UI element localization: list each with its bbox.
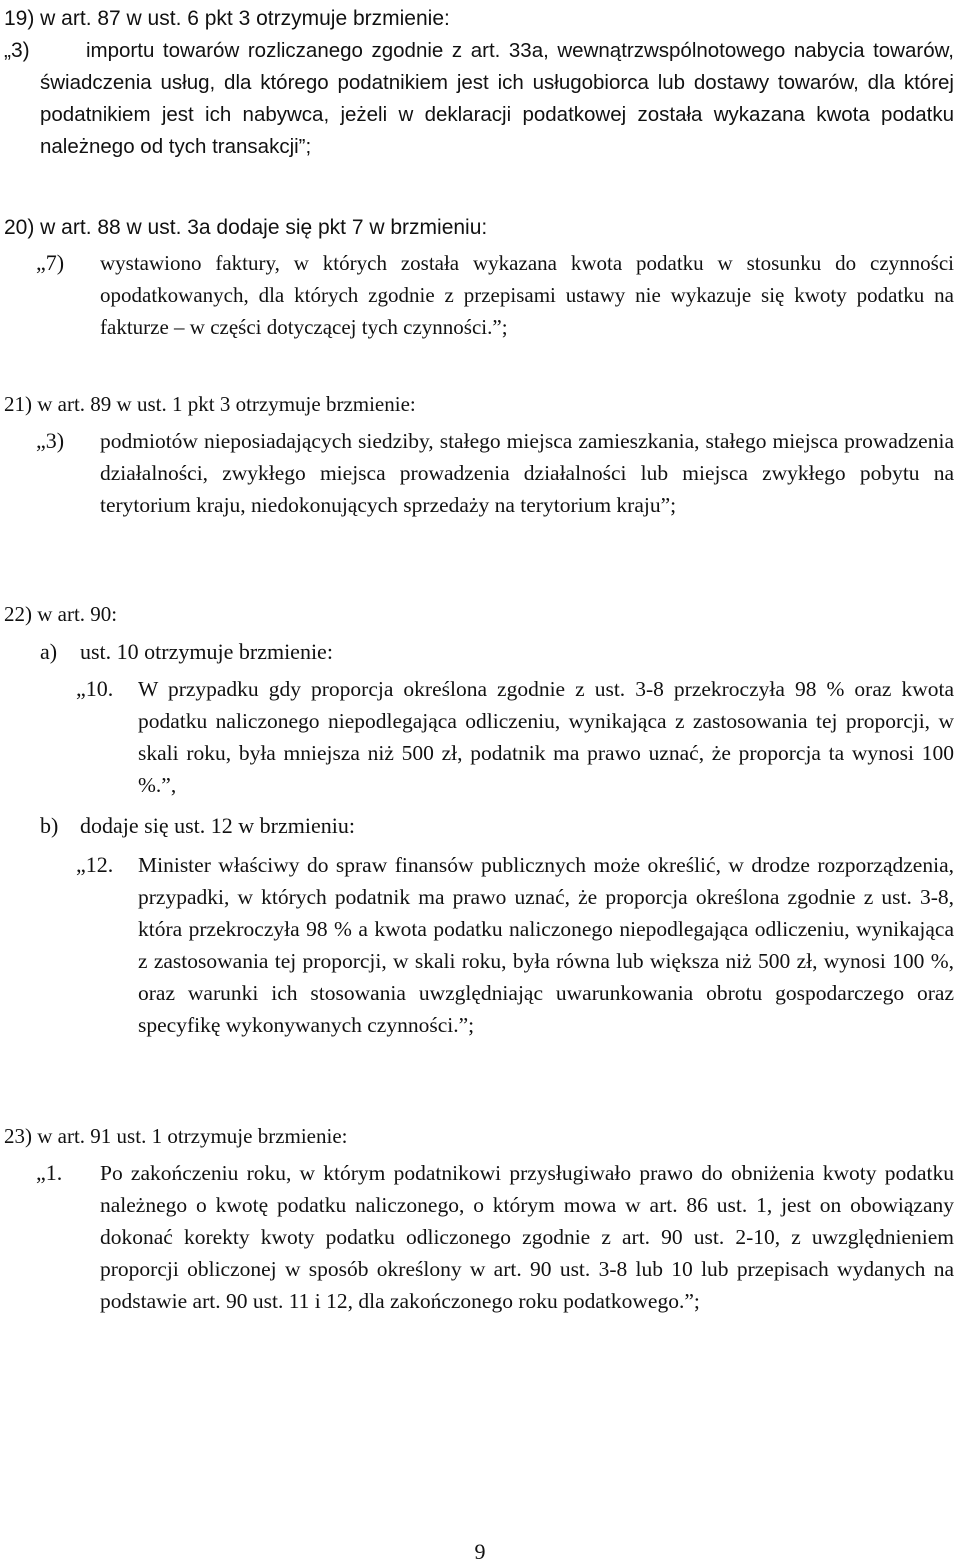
item-21-header: 21) w art. 89 w ust. 1 pkt 3 otrzymuje brzmienie:	[4, 392, 416, 416]
item-22-a-quote-marker: „10.	[76, 676, 114, 701]
page-number: 9	[474, 1539, 486, 1564]
item-19-quote-text: importu towarów rozliczanego zgodnie z art. 33a, wewnątrzwspólnotowego nabycia towarów, świadczenia usług, dla którego podatnikiem jest ich usługobiorca lub dostawy towarów, dla której podatnikiem jest ich nabywca, jeżeli w deklaracji podatkowej została wykazana kwota podatku należnego od tych transakcji”;	[40, 39, 954, 158]
item-19-quote-marker: „3)	[4, 39, 30, 62]
item-22-b-label: b)	[40, 813, 59, 838]
item-23-quote-text: Po zakończeniu roku, w którym podatnikowi przysługiwało prawo do obniżenia kwoty podatku należnego o kwotę podatku naliczonego, o którym mowa w art. 86 ust. 1, jest on obowiązany dokonać korekty kwoty podatku odliczonego zgodnie z art. 90 ust. 2-10, z uwzględnieniem proporcji obliczonej w sposób określony w art. 90 ust. 3-8 lub 10 lub przepisach wydanych na podstawie art. 90 ust. 11 i 12, dla zakończonego roku podatkowego.”;	[100, 1161, 954, 1313]
item-20-quote-text: wystawiono faktury, w których została wykazana kwota podatku w stosunku do czynności opodatkowanych, dla których zgodnie z przepisami ustawy nie wykazuje się kwoty podatku na fakturze – w części dotyczącej tych czynności.”;	[100, 251, 954, 339]
item-22-header: 22) w art. 90:	[4, 602, 118, 626]
item-21-quote-text: podmiotów nieposiadających siedziby, stałego miejsca zamieszkania, stałego miejsca prowadzenia działalności, zwykłego miejsca prowadzenia działalności lub miejsca zwykłego pobytu na terytorium kraju, niedokonujących sprzedaży na terytorium kraju”;	[100, 429, 954, 517]
item-20-quote-marker: „7)	[36, 250, 65, 275]
item-20-header: 20) w art. 88 w ust. 3a dodaje się pkt 7 w brzmieniu:	[4, 216, 488, 239]
item-22-b-quote-text: Minister właściwy do spraw finansów publicznych może określić, w drodze rozporządzenia, przypadki, w których podatnik ma prawo uznać, że proporcja określona zgodnie z ust. 3-8, która przekroczyła 98 % a kwota podatku naliczonego niepodlegająca odliczeniu, wynikająca z zastosowania tej proporcji, w skali roku, była równa lub większa niż 500 zł, wynosi 100 %, oraz warunki ich stosowania uwzględniając uwarunkowania obrotu gospodarczego oraz specyfikę wykonywanych czynności.”;	[138, 853, 954, 1037]
item-22-a-text: ust. 10 otrzymuje brzmienie:	[80, 639, 333, 664]
item-23-quote-marker: „1.	[36, 1160, 63, 1185]
item-23-header: 23) w art. 91 ust. 1 otrzymuje brzmienie:	[4, 1124, 348, 1148]
item-22-b-quote-marker: „12.	[76, 852, 114, 877]
item-19-header: 19) w art. 87 w ust. 6 pkt 3 otrzymuje brzmienie:	[4, 7, 450, 30]
item-22-a-quote-text: W przypadku gdy proporcja określona zgodnie z ust. 3-8 przekroczyła 98 % oraz kwota podatku naliczonego niepodlegająca odliczeniu, wynikająca z zastosowania tej proporcji, w skali roku, była mniejsza niż 500 zł, podatnik ma prawo uznać, że proporcja ta wynosi 100 %.”,	[138, 677, 954, 797]
item-22-a-label: a)	[40, 639, 58, 664]
item-21-quote-marker: „3)	[36, 428, 65, 453]
item-22-b-text: dodaje się ust. 12 w brzmieniu:	[80, 813, 355, 838]
